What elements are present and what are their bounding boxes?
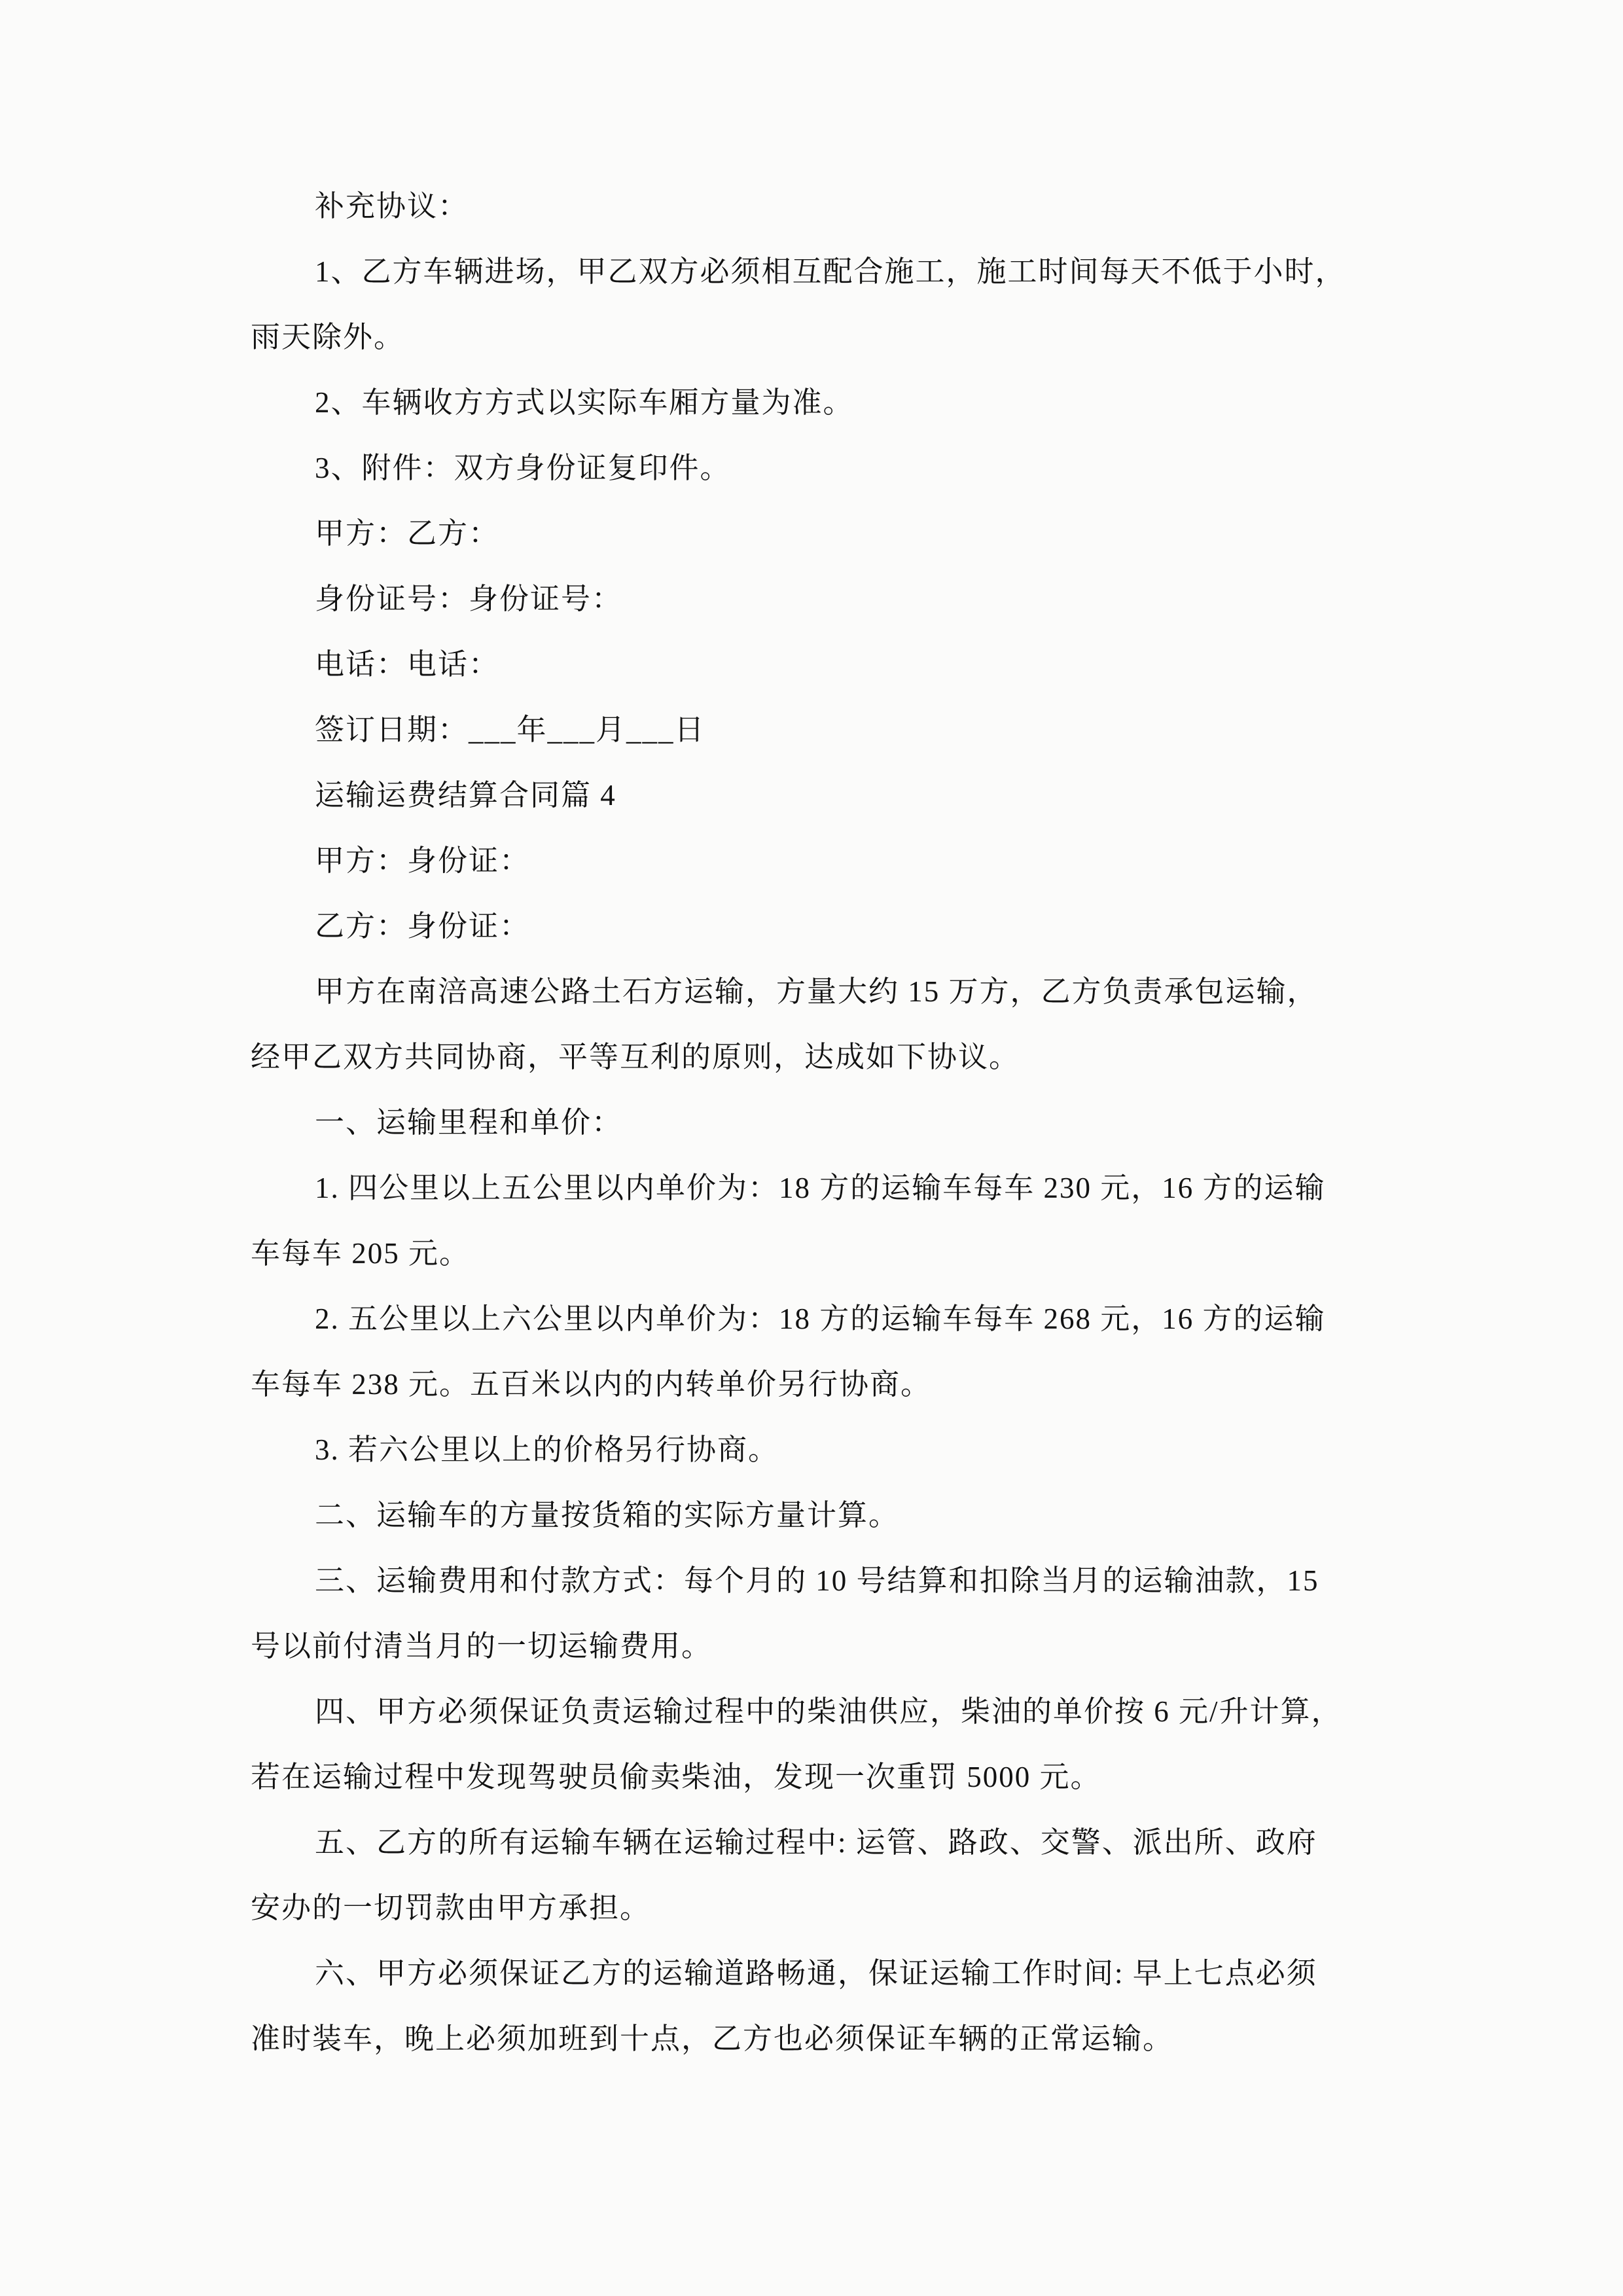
document-line: 车每车 205 元。 [251, 1237, 471, 1270]
document-line: 补充协议： [315, 190, 469, 223]
document-line: 经甲乙双方共同协商，平等互利的原则，达成如下协议。 [251, 1041, 1020, 1073]
document-line: 2. 五公里以上六公里以内单价为：18 方的运输车每车 268 元，16 方的运输 [315, 1302, 1326, 1335]
document-line: 甲方：身份证： [315, 844, 531, 877]
contract-body [251, 173, 1455, 2072]
document-line: 3. 若六公里以上的价格另行协商。 [315, 1433, 779, 1466]
document-line: 电话：电话： [315, 648, 500, 681]
document-line: 车每车 238 元。五百米以内的内转单价另行协商。 [251, 1368, 932, 1401]
document-line: 乙方：身份证： [315, 910, 531, 942]
document-line: 3、附件：双方身份证复印件。 [315, 452, 731, 484]
document-line: 1. 四公里以上五公里以内单价为：18 方的运输车每车 230 元，16 方的运输 [315, 1172, 1326, 1204]
document-line: 1、乙方车辆进场，甲乙双方必须相互配合施工，施工时间每天不低于小时， [315, 255, 1346, 288]
document-line: 运输运费结算合同篇 4 [315, 779, 616, 812]
document-line: 甲方：乙方： [315, 517, 500, 550]
document-line: 甲方在南涪高速公路土石方运输，方量大约 15 万方，乙方负责承包运输， [315, 975, 1318, 1008]
document-line: 雨天除外。 [251, 321, 405, 353]
document-line: 四、甲方必须保证负责运输过程中的柴油供应，柴油的单价按 6 元/升计算， [315, 1695, 1342, 1728]
document-line: 2、车辆收方方式以实际车厢方量为准。 [315, 386, 854, 419]
document-line: 签订日期：___年___月___日 [315, 713, 705, 746]
document-line: 准时装车，晚上必须加班到十点，乙方也必须保证车辆的正常运输。 [251, 2022, 1174, 2055]
document-line: 安办的一切罚款由甲方承担。 [251, 1892, 651, 1924]
document-line: 身份证号：身份证号： [315, 583, 623, 615]
document-line: 号以前付清当月的一切运输费用。 [251, 1630, 713, 1662]
document-line: 五、乙方的所有运输车辆在运输过程中: 运管、路政、交警、派出所、政府 [315, 1826, 1317, 1859]
document-line: 三、运输费用和付款方式：每个月的 10 号结算和扣除当月的运输油款，15 [315, 1564, 1319, 1597]
document-line: 若在运输过程中发现驾驶员偷卖柴油，发现一次重罚 5000 元。 [251, 1761, 1101, 1793]
document-line: 二、运输车的方量按货箱的实际方量计算。 [315, 1499, 900, 1532]
document-line: 六、甲方必须保证乙方的运输道路畅通，保证运输工作时间: 早上七点必须 [315, 1957, 1317, 1990]
document-line: 一、运输里程和单价： [315, 1106, 623, 1139]
